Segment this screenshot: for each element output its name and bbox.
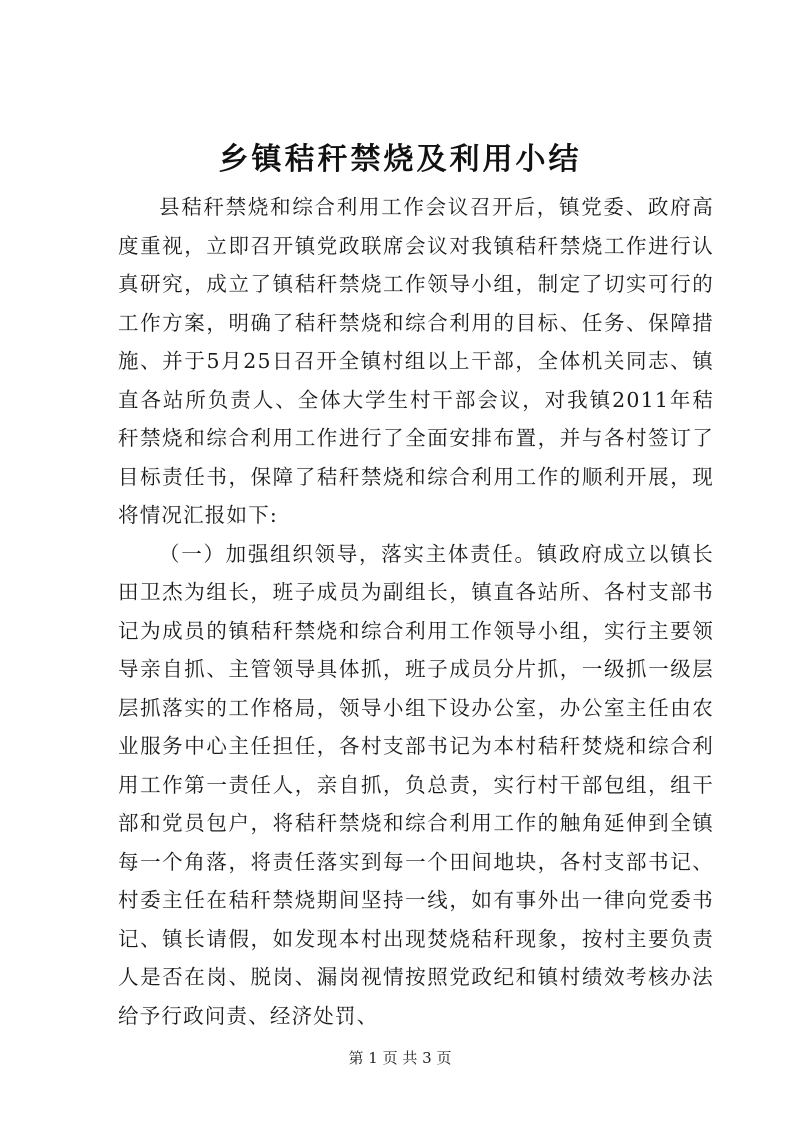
document-body [118, 188, 714, 1035]
paragraph-section-1: （一）加强组织领导，落实主体责任。镇政府成立以镇长田卫杰为组长，班子成员为副组长，镇直各站所、各村支部书记为成员的镇秸秆禁烧和综合利用工作领导小组，实行主要领导亲自抓、主管领导具体抓，班子成员分片抓，一级抓一级层层抓落实的工作格局，领导小组下设办公室，办公室主任由农业服务中心主任担任，各村支部书记为本村秸秆焚烧和综合利用工作第一责任人，亲自抓，负总责，实行村干部包组，组干部和党员包户，将秸秆禁烧和综合利用工作的触角延伸到全镇每一个角落，将责任落实到每一个田间地块，各村支部书记、村委主任在秸秆禁烧期间坚持一线，如有事外出一律向党委书记、镇长请假，如发现本村出现焚烧秸秆现象，按村主要负责人是否在岗、脱岗、漏岗视情按照党政纪和镇村绩效考核办法给予行政问责、经济处罚、 [118, 541, 714, 1028]
paragraph-intro: 县秸秆禁烧和综合利用工作会议召开后，镇党委、政府高度重视，立即召开镇党政联席会议对我镇秸秆禁烧工作进行认真研究，成立了镇秸秆禁烧工作领导小组，制定了切实可行的工作方案，明确了秸秆禁烧和综合利用的目标、任务、保障措施、并于5月25日召开全镇村组以上干部，全体机关同志、镇直各站所负责人、全体大学生村干部会议，对我镇2011年秸秆禁烧和综合利用工作进行了全面安排布置，并与各村签订了目标责任书，保障了秸秆禁烧和综合利用工作的顺利开展，现将情况汇报如下: [118, 195, 714, 527]
document-title: 乡镇秸秆禁烧及利用小结 [218, 142, 582, 177]
page-footer: 第 1 页 共 3 页 [348, 1049, 452, 1067]
